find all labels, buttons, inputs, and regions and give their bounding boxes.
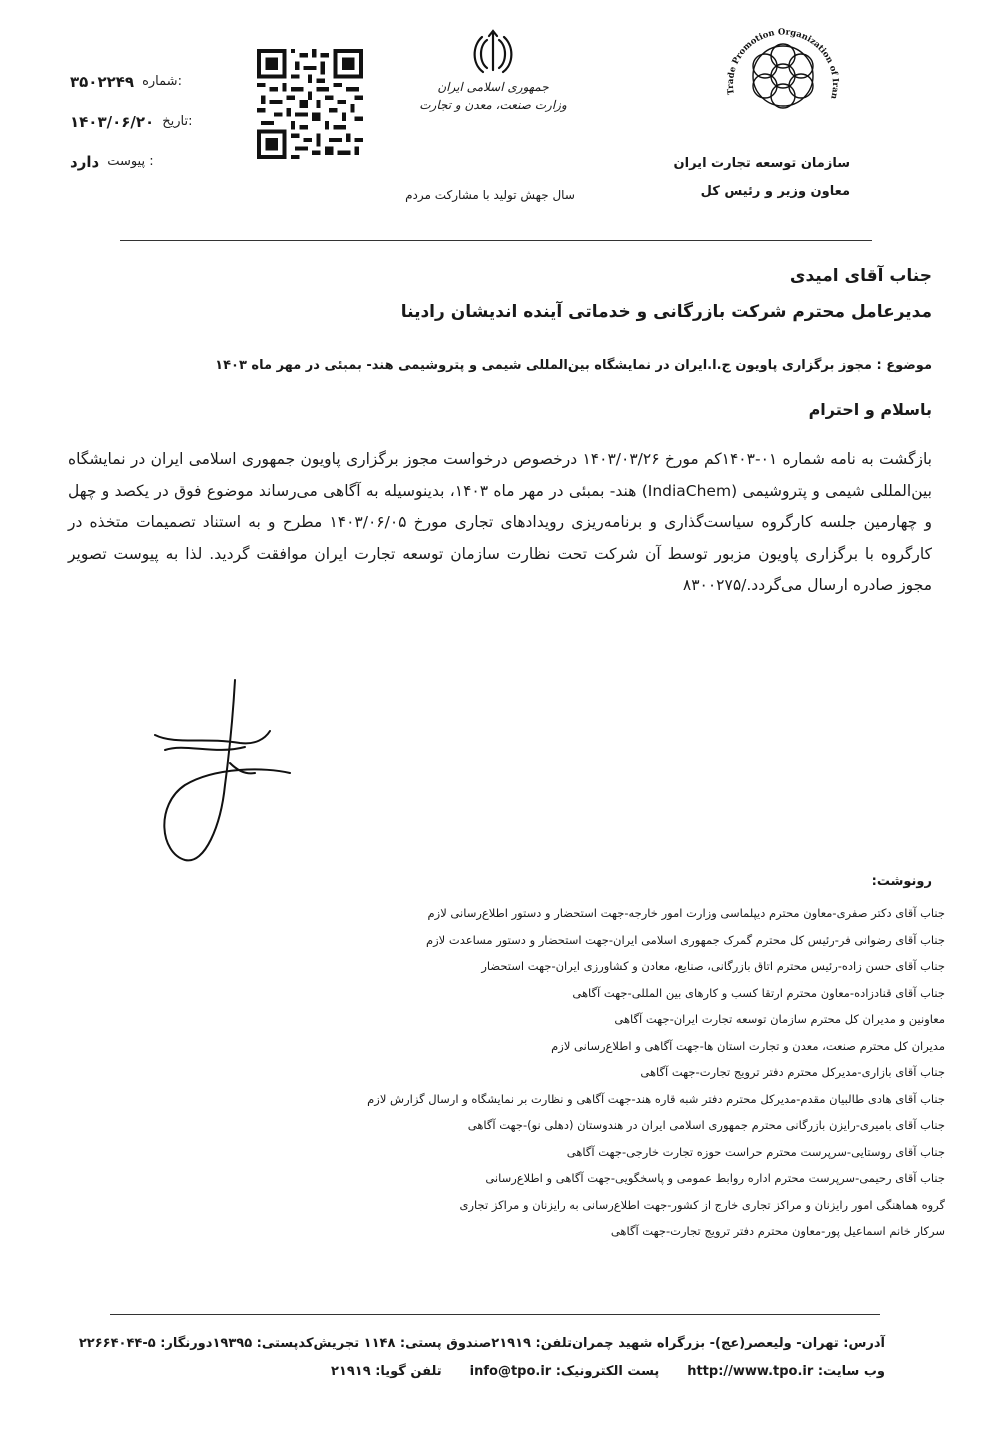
website-link[interactable]: http://www.tpo.ir — [687, 1364, 814, 1379]
ministry-name: وزارت صنعت، معدن و تجارت — [419, 98, 567, 112]
footer — [80, 1330, 885, 1386]
footer-postal-code: کدپستی: ۱۹۳۹۵ — [212, 1336, 314, 1351]
greeting: باسلام و احترام — [808, 400, 932, 419]
ministry-header — [418, 28, 568, 112]
footer-po-box: صندوق پستی: ۱۱۴۸ تجریش — [313, 1336, 492, 1351]
copy-recipient: جناب آقای رضوانی فر-رئیس کل محترم گمرک جمهوری اسلامی ایران-جهت استحضار و دستور مساعدت لازم — [426, 932, 945, 947]
copy-recipient: جناب آقای بازاری-مدیرکل محترم دفتر ترویج تجارت-جهت آگاهی — [640, 1065, 945, 1079]
copy-recipient: سرکار خانم اسماعیل پور-معاون محترم دفتر ترویج تجارت-جهت آگاهی — [610, 1224, 945, 1238]
letter-body: بازگشت به نامه شماره ۰۱-۱۴۰۳کم مورخ ۱۴۰۳/۰۳/۲۶ درخصوص درخواست مجوز برگزاری پاویون جمهوری اسلامی ایران در نمایشگاه بین‌المللی شیمی و پتروشیمی (IndiaChem) هند- بمبئی در مهر ماه ۱۴۰۳، بدینوسیله به آگاهی می‌رساند موضوع فوق در یکصد و چهل و چهارمین جلسه کارگروه سیاست‌گذاری و برنامه‌ریزی رویدادهای تجاری مورخ ۱۴۰۳/۰۶/۰۵ مطرح و به استناد تصمیمات متخذه در کارگروه با برگزاری پاویون مزبور توسط آن شرکت تحت نظارت سازمان توسعه تجارت ایران موافقت گردید. لذا به پیوست تصویر مجوز صادره ارسال می‌گردد./۸۳۰۰۲۷۵ — [68, 450, 933, 594]
email-label: پست الکترونیک: — [555, 1364, 660, 1379]
footer-contact-row — [80, 1358, 885, 1386]
copies-list — [60, 900, 945, 1245]
footer-address: آدرس: تهران- ولیعصر(عج)- بزرگراه شهید چمران — [571, 1336, 885, 1351]
year-slogan: سال جهش تولید با مشارکت مردم — [405, 188, 575, 202]
ministry-country-name: جمهوری اسلامی ایران — [437, 80, 549, 94]
date-label: تاریخ: — [162, 114, 193, 129]
copy-recipient: جناب آقای روستایی-سرپرست محترم حراست حوزه تجارت خارجی-جهت آگاهی — [566, 1144, 945, 1159]
qr-code-icon — [257, 48, 363, 160]
recipient-name: جناب آقای امیدی — [789, 266, 932, 286]
voice-phone: تلفن گویا: ۲۱۹۱۹ — [330, 1364, 442, 1379]
footer-phone: تلفن: ۲۱۹۱۹ — [491, 1336, 572, 1351]
signature-image — [145, 675, 295, 875]
header-divider — [120, 240, 872, 241]
number-row — [70, 62, 220, 102]
footer-divider — [110, 1314, 880, 1315]
letter-date: ۱۴۰۳/۰۶/۲۰ — [70, 113, 155, 131]
recipient-title: مدیرعامل محترم شرکت بازرگانی و خدماتی آینده اندیشان رادینا — [400, 302, 932, 322]
attachment-row — [70, 142, 220, 182]
number-label: شماره: — [142, 74, 182, 89]
org-name: سازمان توسعه تجارت ایران — [673, 156, 850, 171]
copy-recipient: جناب آقای بامیری-رایزن بازرگانی محترم جمهوری اسلامی ایران در هندوستان (دهلی نو)-جهت آگاهی — [467, 1118, 945, 1132]
organization-block — [660, 150, 850, 206]
org-title: معاون وزیر و رئیس کل — [700, 184, 850, 199]
copy-recipient: جناب آقای دکتر صفری-معاون محترم دیپلماسی وزارت امور خارجه-جهت استحضار و دستور اطلاع‌رسانی لازم — [427, 906, 945, 920]
copy-recipient: مدیران کل محترم صنعت، معدن و تجارت استان ها-جهت آگاهی و اطلاع‌رسانی لازم — [551, 1038, 945, 1053]
footer-fax: دورنگار: ۵-۲۲۶۶۴۰۴۴ — [78, 1336, 213, 1351]
logo-text: Trade Promotion Organization of Iran — [725, 27, 841, 101]
email-group — [470, 1358, 660, 1386]
attachment-label: پیوست : — [107, 154, 154, 169]
date-row — [70, 102, 220, 142]
email-link[interactable]: info@tpo.ir — [469, 1364, 552, 1379]
subject-line: موضوع : مجوز برگزاری پاویون ج.ا.ایران در نمایشگاه بین‌المللی شیمی و پتروشیمی هند- بمبئی در مهر ماه ۱۴۰۳ — [215, 358, 932, 373]
copy-recipient: جناب آقای هادی طالبیان مقدم-مدیرکل محترم دفتر شبه قاره هند-جهت آگاهی و نظارت بر نمایشگاه و ارسال گزارش لازم — [367, 1091, 945, 1106]
recipient-block — [60, 258, 932, 330]
iran-emblem-icon — [471, 28, 515, 76]
copies-title: رونوشت: — [871, 874, 932, 889]
footer-address-row — [80, 1330, 885, 1358]
copy-recipient: جناب آقای رحیمی-سرپرست محترم اداره روابط عمومی و پاسخگویی-جهت آگاهی و اطلاع‌رسانی — [485, 1171, 945, 1185]
website-label: وب سایت: — [817, 1364, 885, 1379]
website-group — [687, 1358, 885, 1386]
copy-recipient: گروه هماهنگی امور رایزنان و مراکز تجاری خارج از کشور-جهت اطلاع‌رسانی به رایزنان و مراکز تجاری — [459, 1197, 945, 1212]
copy-recipient: جناب آقای حسن زاده-رئیس محترم اتاق بازرگانی، صنایع، معادن و کشاورزی ایران-جهت استحضار — [481, 959, 945, 973]
letter-number: ۳۵۰۲۲۴۹ — [70, 73, 135, 91]
copy-recipient: معاونین و مدیران کل محترم سازمان توسعه تجارت ایران-جهت آگاهی — [614, 1012, 945, 1026]
attachment-value: دارد — [70, 153, 100, 171]
letter-meta — [70, 62, 220, 182]
copy-recipient: جناب آقای قنادزاده-معاون محترم ارتقا کسب و کارهای بین المللی-جهت آگاهی — [572, 985, 945, 1000]
tpo-logo-icon — [718, 18, 848, 143]
